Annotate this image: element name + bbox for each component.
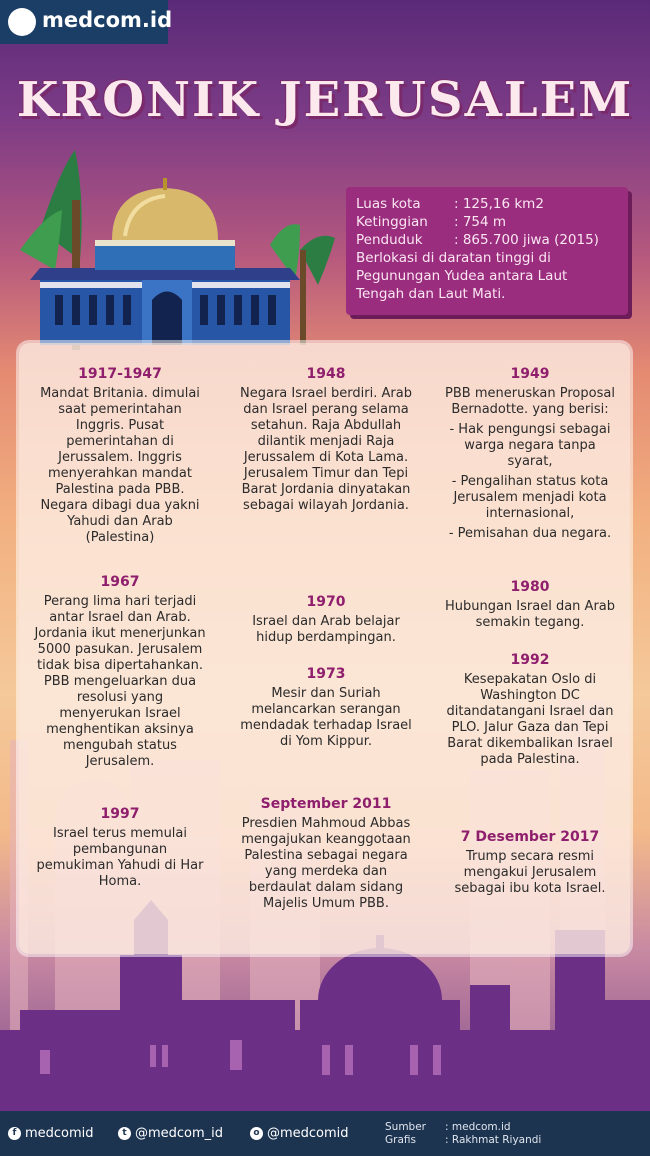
- timeline-list-item: - Pemisahan dua negara.: [448, 526, 612, 541]
- timeline-entry: [238, 666, 414, 750]
- credit-value: : medcom.id: [445, 1121, 511, 1133]
- info-value: : 865.700 jiwa (2015): [454, 232, 599, 248]
- facebook-link[interactable]: [8, 1126, 94, 1141]
- timeline-entry: [440, 829, 620, 897]
- credit-source: [385, 1121, 511, 1133]
- timeline-text: Mandat Britania. dimulai saat pemerintahan Inggris. Pusat pemerintahan di Jerussalem. Inggris menyerahkan mandat Palestina pada PBB. Negara dibagi dua yakni Yahudi dan Arab (Palestina): [40, 386, 200, 545]
- timeline-entry: [440, 579, 620, 631]
- info-label: Penduduk: [356, 232, 423, 248]
- timeline-year: 1997: [100, 806, 140, 822]
- page-title: KRONIK JERUSALEM: [16, 72, 634, 128]
- info-row-area: [356, 195, 618, 213]
- timeline-list-item: - Pengalihan status kota Jerusalem menjadi kota internasional,: [451, 474, 609, 521]
- medcom-logo-icon: [8, 8, 36, 36]
- twitter-handle: @medcom_id: [135, 1126, 224, 1141]
- credit-label: Grafis: [385, 1134, 416, 1146]
- facebook-icon: f: [8, 1127, 21, 1140]
- footer: [0, 1111, 650, 1156]
- timeline-entry: [440, 366, 620, 542]
- timeline-text: Perang lima hari terjadi antar Israel dan Arab. Jordania ikut menerjunkan 5000 pasukan. Jerusalem tidak bisa dipertahankan. PBB mengeluarkan dua resolusi yang menyerukan Israel menghentikan aksinya mengubah status Jerusalem.: [34, 594, 206, 769]
- timeline-list-item: - Hak pengungsi sebagai warga negara tanpa syarat,: [449, 422, 611, 469]
- instagram-handle: @medcomid: [267, 1126, 349, 1141]
- info-label: Ketinggian: [356, 214, 428, 230]
- info-label: Luas kota: [356, 196, 421, 212]
- timeline-entry: [34, 806, 206, 890]
- timeline-entry: [440, 652, 620, 768]
- timeline-year: 1970: [306, 594, 346, 610]
- timeline-year: 1948: [306, 366, 346, 382]
- info-description: Berlokasi di daratan tinggi di Pegunungan Yudea antara Laut Tengah dan Laut Mati.: [356, 250, 568, 302]
- timeline-text: Trump secara resmi mengakui Jerusalem sebagai ibu kota Israel.: [454, 849, 606, 896]
- timeline-year: 1973: [306, 666, 346, 682]
- timeline-text: Mesir dan Suriah melancarkan serangan mendadak terhadap Israel di Yom Kippur.: [240, 686, 412, 749]
- info-value: : 754 m: [454, 214, 507, 230]
- timeline-year: 1967: [100, 574, 140, 590]
- facebook-handle: medcomid: [25, 1126, 94, 1141]
- timeline-entry: [238, 594, 414, 646]
- info-row-altitude: [356, 213, 618, 231]
- brand-logo-text: medcom.id: [42, 8, 173, 32]
- timeline-year: 1980: [510, 579, 550, 595]
- timeline-text: Presdien Mahmoud Abbas mengajukan keanggotaan Palestina sebagai negara yang merdeka dan berdaulat dalam sidang Majelis Umum PBB.: [241, 816, 411, 911]
- timeline-year: 1917-1947: [78, 366, 162, 382]
- timeline-text: Israel dan Arab belajar hidup berdampingan.: [252, 614, 400, 645]
- credit-value: : Rakhmat Riyandi: [445, 1134, 542, 1146]
- info-value: : 125,16 km2: [454, 196, 544, 212]
- timeline-entry: [34, 574, 206, 770]
- timeline-text: PBB meneruskan Proposal Bernadotte. yang berisi:: [445, 386, 615, 417]
- timeline-text: Negara Israel berdiri. Arab dan Israel perang selama setahun. Raja Abdullah dilantik menjadi Raja Jerussalem di Kota Lama. Jerusalem Timur dan Tepi Barat Jordania dinyatakan sebagai wilayah Jordania.: [240, 386, 412, 513]
- twitter-icon: t: [118, 1127, 131, 1140]
- timeline-text: Israel terus memulai pembangunan pemukiman Yahudi di Har Homa.: [36, 826, 204, 889]
- instagram-icon: o: [250, 1127, 263, 1140]
- timeline-year: 1992: [510, 652, 550, 668]
- timeline-year: 7 Desember 2017: [460, 829, 600, 845]
- timeline-entry: [34, 366, 206, 546]
- info-row-population: [356, 231, 618, 249]
- twitter-link[interactable]: [118, 1126, 223, 1141]
- timeline-year: 1949: [510, 366, 550, 382]
- instagram-link[interactable]: [250, 1126, 349, 1141]
- city-info-box: [346, 187, 628, 315]
- timeline-entry: [238, 366, 414, 514]
- credit-graphic: [385, 1134, 541, 1146]
- timeline-entry: [238, 796, 414, 912]
- credit-label: Sumber: [385, 1121, 426, 1133]
- timeline-text: Hubungan Israel dan Arab semakin tegang.: [444, 599, 616, 630]
- timeline-text: Kesepakatan Oslo di Washington DC ditandatangani Israel dan PLO. Jalur Gaza dan Tepi Barat dikembalikan Israel pada Palestina.: [446, 672, 614, 767]
- brand-logo[interactable]: [0, 0, 173, 44]
- timeline-year: September 2011: [260, 796, 392, 812]
